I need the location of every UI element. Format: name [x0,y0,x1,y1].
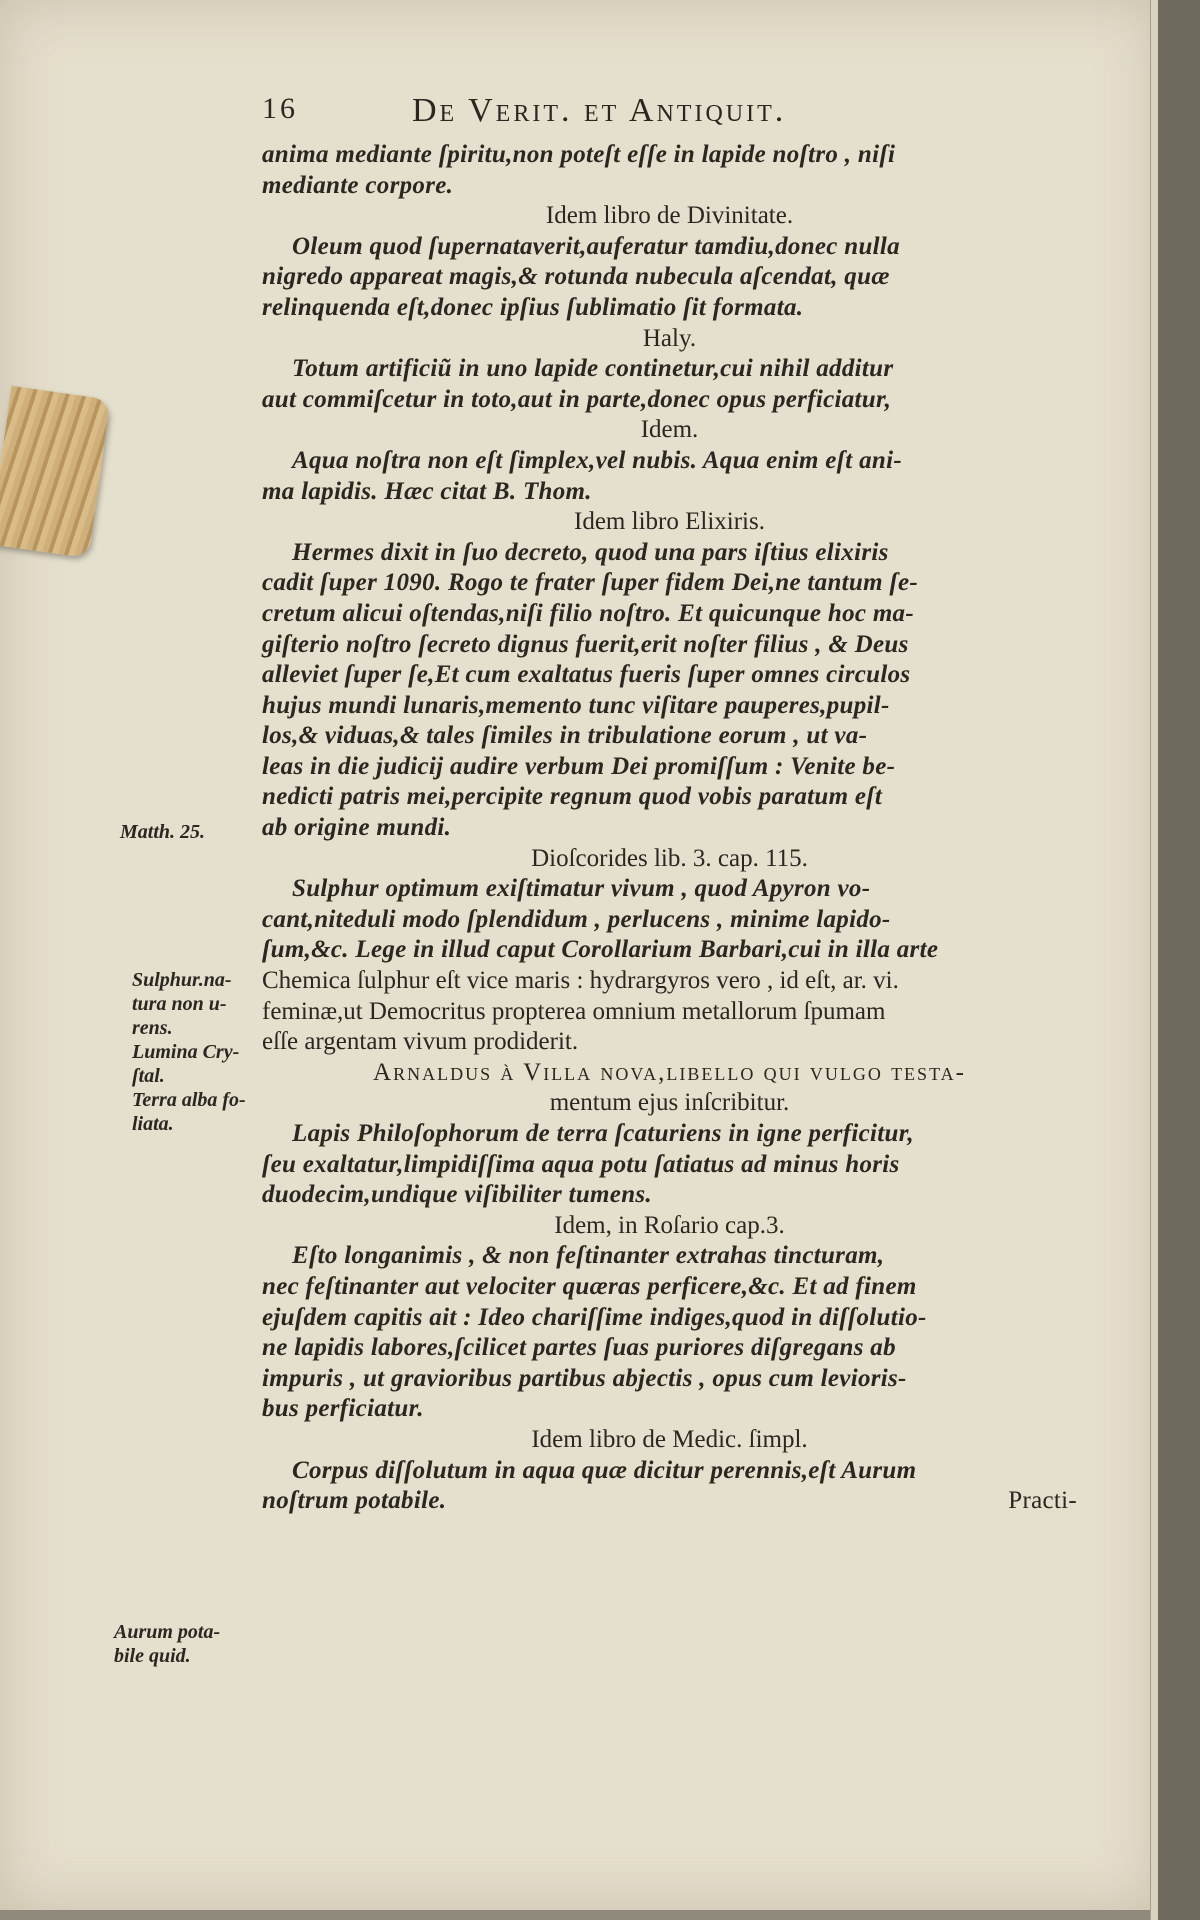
margin-note-line: Lumina Cry- [132,1041,240,1063]
text-line: Corpus diſſolutum in aqua quæ dicitur perennis,eſt Aurum [292,1456,917,1484]
text-line: mentum ejus inſcribitur. [549,1089,790,1117]
text-line: Eſto longanimis , & non feſtinanter extrahas tincturam, [292,1242,885,1270]
running-title: De Verit. et Antiquit. [412,92,787,129]
text-line: alleviet ſuper ſe,Et cum exaltatus fueris ſuper omnes circulos [262,661,911,689]
text-line: Haly. [642,324,697,352]
text-line: ejuſdem capitis ait : Ideo chariſſime indiges,quod in diſſolutio- [262,1303,927,1331]
text-line: cadit ſuper 1090. Rogo te frater ſuper fidem Dei,ne tantum ſe- [262,569,919,597]
text-line: Idem libro Elixiris. [574,508,765,536]
text-line: leas in die judicij audire verbum Dei promiſſum : Venite be- [262,752,896,780]
margin-note-line: tura non u- [132,993,227,1015]
text-line: ne lapidis labores,ſcilicet partes ſuas puriores diſgregans ab [262,1334,896,1362]
text-line: impuris , ut gravioribus partibus abjectis , opus cum levioris- [262,1364,907,1392]
text-line: duodecim,undique viſibiliter tumens. [262,1181,652,1209]
text-line: Oleum quod ſupernataverit,auferatur tamdiu,donec nulla [292,232,900,260]
margin-note-sulphur [132,968,258,1136]
text-line: Sulphur optimum exiſtimatur vivum , quod Apyron vo- [292,875,871,903]
text-line: Lapis Philoſophorum de terra ſcaturiens in igne perficitur, [292,1120,914,1147]
text-line: ab origine mundi. [262,814,452,842]
text-line: Aqua noſtra non eſt ſimplex,vel nubis. Aqua enim eſt ani- [292,446,902,474]
text-line: nedicti patris mei,percipite regnum quod vobis paratum eſt [262,783,883,811]
text-line: nec feſtinanter aut velociter quæras perficere,&c. Et ad finem [262,1272,917,1300]
text-line: Idem libro de Divinitate. [545,202,794,230]
text-line: Hermes dixit in ſuo decreto, quod una pars iſtius elixiris [292,538,889,566]
text-line: eſſe argentam vivum prodiderit. [262,1028,579,1056]
margin-note-line: Sulphur.na- [132,969,232,991]
text-line: mediante corpore. [262,171,454,199]
text-line: hujus mundi lunaris,memento tunc viſitare pauperes,pupil- [262,691,890,719]
text-line: bus perficiatur. [262,1395,424,1423]
text-line: Totum artificiũ in uno lapide continetur,cui nihil additur [292,355,894,383]
text-line: cretum alicui oſtendas,niſi filio noſtro. Et quicunque hoc ma- [262,599,914,627]
margin-note-line: Aurum pota- [114,1621,221,1643]
text-line: aut commiſcetur in toto,aut in parte,donec opus perficiatur, [262,385,892,413]
bookmark-tab [0,386,111,558]
text-line: Chemica ſulphur eſt vice maris : hydrargyros vero , id eſt, ar. vi. [262,967,899,995]
body-text [262,140,1077,1517]
margin-note-line: rens. [132,1017,173,1039]
text-line: Arnaldus à Villa nova,libello qui vulgo teſta- [373,1058,966,1086]
text-line: relinquenda eſt,donec ipſius ſublimatio ſit formata. [262,293,804,321]
page-number: 16 [262,92,298,125]
text-line: giſterio noſtro ſecreto dignus fuerit,erit noſter filius , & Deus [262,630,909,658]
text-line: los,& viduas,& tales ſimiles in tribulatione eorum , ut va- [262,722,868,750]
text-line: nigredo appareat magis,& rotunda nubecula aſcendat, quæ [262,263,890,291]
text-line: Idem libro de Medic. ſimpl. [531,1425,808,1453]
margin-note-line: Terra alba fo- [132,1089,246,1111]
text-line: cant,niteduli modo ſplendidum , perlucens , minime lapido- [262,905,891,933]
margin-note-aurum [114,1620,224,1668]
book-spine [1158,0,1200,1920]
text-line: Idem. [640,416,699,444]
running-header [262,92,1022,136]
text-line: ſeu exaltatur,limpidiſſima aqua potu ſatiatus ad minus horis [262,1150,900,1178]
text-line: ſum,&c. Lege in illud caput Corollarium Barbari,cui in illa arte [262,936,939,964]
catchword: Practi- [1008,1487,1077,1515]
margin-note-line: ſtal. [132,1065,165,1087]
text-line: Dioſcorides lib. 3. cap. 115. [531,844,808,872]
margin-note-line: liata. [132,1113,174,1135]
text-line: ma lapidis. Hæc citat B. Thom. [262,477,592,505]
text-line: Idem, in Roſario cap.3. [554,1211,785,1239]
text-line: feminæ,ut Democritus propterea omnium metallorum ſpumam [262,997,886,1025]
text-line: anima mediante ſpiritu,non poteſt eſſe in lapide noſtro , niſi [262,141,896,168]
margin-note-line: bile quid. [114,1645,191,1667]
margin-note-matth: Matth. 25. [120,821,206,843]
text-line: noſtrum potabile. Practi- [262,1486,1077,1517]
